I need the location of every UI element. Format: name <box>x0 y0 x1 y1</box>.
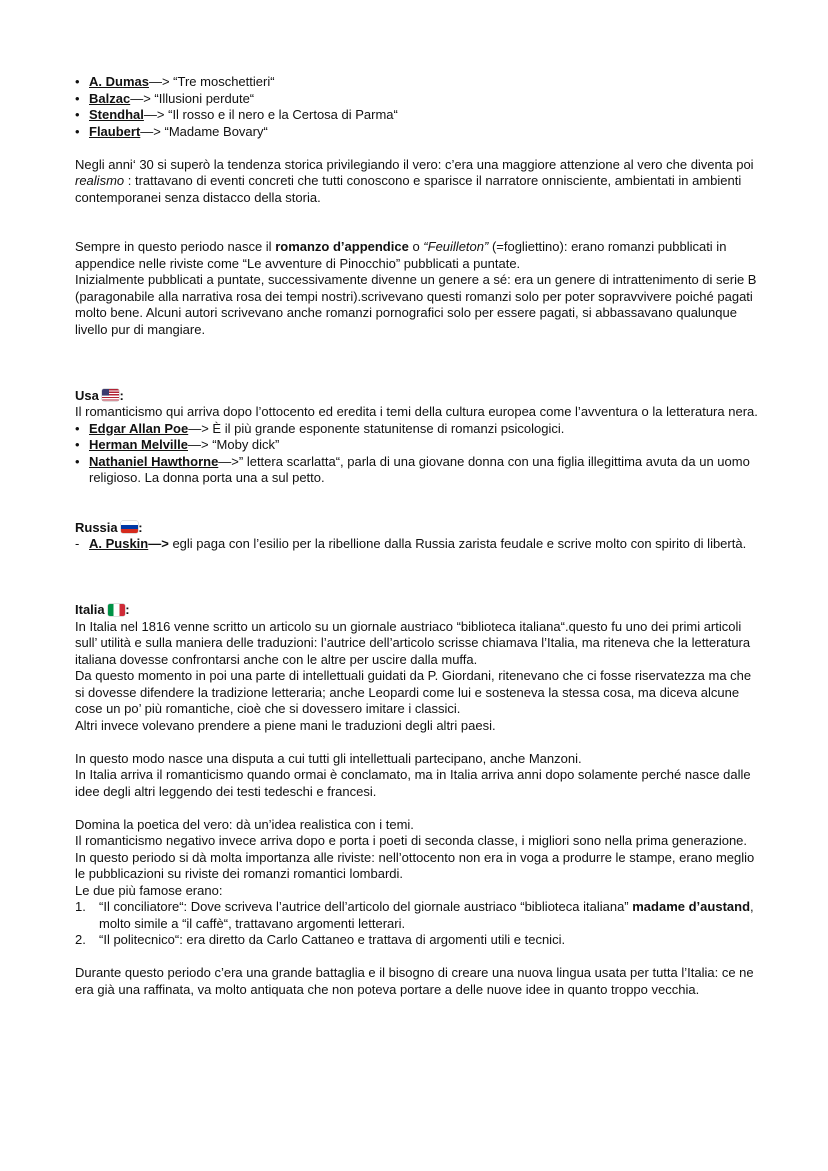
blank-line <box>75 338 758 355</box>
blank-line <box>75 800 758 817</box>
bullet-marker: • <box>75 90 80 106</box>
text-run: : <box>138 519 143 535</box>
text-run: Il romanticismo negativo invece arriva dopo e porta i poeti di seconda classe, i migliori sono nella prima generazione. In questo periodo si dà molta importanza alle riviste: nell’ottocento non era in voga a produrre le stampe, erano meglio le pubblicazioni su riviste dei romanzi romantici lombardi. <box>75 833 755 881</box>
text-run: Altri invece volevano prendere a piene mani le traduzioni degli altri paesi. <box>75 717 496 733</box>
section-heading-russia <box>75 520 758 537</box>
bullet-list <box>75 421 758 487</box>
paragraph <box>75 239 758 338</box>
text-run: “Feuilleton” <box>423 239 489 254</box>
text-run: “Il conciliatore“: Dove scriveva l’autrice dell’articolo del giornale austriaco “biblioteca italiana” <box>99 899 633 914</box>
us-flag-icon <box>102 389 119 401</box>
paragraph <box>75 817 758 900</box>
blank-line <box>75 586 758 603</box>
text-run: —> “Madame Bovary“ <box>140 123 268 139</box>
number-marker: 1. <box>75 899 86 914</box>
text-run: Russia <box>75 519 122 535</box>
text-run: , molto simile a “il caffè“, trattavano argomenti letterari. <box>99 899 754 931</box>
blank-line <box>75 503 758 520</box>
bullet-marker: • <box>75 107 80 122</box>
list-item <box>75 437 758 454</box>
blank-line <box>75 355 758 372</box>
list-item-text <box>89 421 564 436</box>
paragraph <box>75 157 758 207</box>
text-run: —> “Illusioni perdute“ <box>130 90 255 106</box>
text-run: egli paga con l’esilio per la ribellione dalla Russia zarista feudale e scrive molto con spirito di libertà. <box>168 536 747 551</box>
list-item-text <box>89 124 268 139</box>
text-run: A. Dumas <box>89 74 149 89</box>
document-content <box>75 74 758 998</box>
list-item <box>75 536 758 553</box>
bullet-marker: • <box>75 453 80 469</box>
paragraph <box>75 619 758 735</box>
text-run: In Italia nel 1816 venne scritto un articolo su un giornale austriaco “biblioteca italiana“.questo fu uno dei primi articoli sull’ utilità e sulla maniera delle traduzioni: l’autrice dell’articolo scrisse chiamava l’Italia, ma riteneva che la letteratura italiana dovesse confrontarsi anche con le altre per uscire dalla muffa. <box>75 618 751 667</box>
bullet-marker: • <box>75 123 80 139</box>
text-run: Stendhal <box>89 107 144 122</box>
text-run: Edgar Allan Poe <box>89 420 189 436</box>
paragraph <box>75 751 758 801</box>
list-item-text <box>89 107 398 122</box>
list-item-text <box>89 454 750 486</box>
bullet-marker: • <box>75 437 80 452</box>
text-run: —> “Moby dick” <box>188 437 280 452</box>
text-run: —> È il più grande esponente statunitense di romanzi psicologici. <box>188 420 565 436</box>
text-run: —> <box>148 536 169 551</box>
blank-line <box>75 553 758 570</box>
text-run: In Italia arriva il romanticismo quando ormai è conclamato, ma in Italia arriva anni dopo solamente perché nasce dalle idee degli altri leggendo dei testi tedeschi e francesi. <box>75 767 751 799</box>
text-run: Domina la poetica del vero: dà un’idea realistica con i temi. <box>75 816 414 832</box>
list-item <box>75 91 758 108</box>
text-run: madame d’austand <box>632 899 751 914</box>
blank-line <box>75 569 758 586</box>
text-run: Negli anni‘ 30 si superò la tendenza storica privilegiando il vero: c’era una maggiore attenzione al vero che diventa poi <box>75 156 754 172</box>
list-item-text <box>99 899 754 931</box>
text-run: Sempre in questo periodo nasce il <box>75 239 276 254</box>
number-marker: 2. <box>75 932 86 947</box>
numbered-list <box>75 899 758 949</box>
text-run: Durante questo periodo c’era una grande battaglia e il bisogno di creare una nuova lingua usata per tutta l’Italia: ce ne era già una raffinata, va molto antiquata che non poteva portare a delle nuove idee in quanto troppo vecchia. <box>75 965 754 997</box>
paragraph <box>75 965 758 998</box>
text-run: Le due più famose erano: <box>75 882 223 898</box>
bullet-list <box>75 74 758 140</box>
text-run: Italia <box>75 602 109 617</box>
list-item-text <box>89 536 746 551</box>
text-run: realismo <box>75 173 125 188</box>
text-run: : <box>119 387 124 403</box>
blank-line <box>75 949 758 966</box>
blank-line <box>75 734 758 751</box>
list-item-text <box>89 437 279 452</box>
text-run: Flaubert <box>89 123 141 139</box>
blank-line <box>75 223 758 240</box>
ru-flag-icon <box>121 521 138 533</box>
text-run: Il romanticismo qui arriva dopo l’ottocento ed eredita i temi della cultura europea come l’avventura o la letteratura nera. <box>75 404 758 419</box>
text-run: Da questo momento in poi una parte di intellettuali guidati da P. Giordani, ritenevano che ci fosse riservatezza ma che si dovesse difendere la tradizione letteraria; anche Leopardi come lui e sosteneva la stessa cosa, ma diceva alcune cose un po’ più romantiche, cioè che si dovessero imitare i classici. <box>75 668 752 716</box>
it-flag-icon <box>108 604 125 616</box>
text-run: —> “Tre moschettieri“ <box>148 74 275 89</box>
list-item <box>75 899 758 932</box>
bullet-marker: - <box>75 536 80 551</box>
list-item-text <box>89 74 275 89</box>
text-run: romanzo d’appendice <box>275 239 409 254</box>
list-item <box>75 124 758 141</box>
list-item <box>75 454 758 487</box>
text-run: —> “Il rosso e il nero e la Certosa di Parma“ <box>143 107 398 122</box>
text-run: A. Puskin <box>89 536 149 551</box>
blank-line <box>75 206 758 223</box>
list-item <box>75 74 758 91</box>
text-run: : trattavano di eventi concreti che tutti conoscono e sparisce il narratore onnisciente, ambientati in ambienti contemporanei senza distacco della storia. <box>75 173 742 205</box>
text-run: : <box>125 602 130 617</box>
blank-line <box>75 140 758 157</box>
section-heading-usa <box>75 388 758 405</box>
text-run: Balzac <box>89 90 131 106</box>
bullet-marker: • <box>75 74 80 89</box>
list-item <box>75 107 758 124</box>
text-run: o <box>408 239 424 254</box>
list-item-text <box>89 91 254 106</box>
blank-line <box>75 371 758 388</box>
text-run: Herman Melville <box>89 437 188 452</box>
section-heading-italia <box>75 602 758 619</box>
text-run: —>” lettera scarlatta“, parla di una giovane donna con una figlia illegittima avuta da un uomo religioso. La donna porta una a sul petto. <box>89 453 750 485</box>
text-run: Usa <box>75 387 103 403</box>
list-item <box>75 421 758 438</box>
text-run: (=fogliettino): erano romanzi pubblicati in appendice nelle riviste come “Le avventure di Pinocchio” pubblicati a puntate. <box>75 239 727 271</box>
bullet-marker: • <box>75 420 80 436</box>
bullet-list <box>75 536 758 553</box>
list-item-text <box>99 932 565 947</box>
text-run: In questo modo nasce una disputa a cui tutti gli intellettuali partecipano, anche Manzoni. <box>75 750 582 766</box>
text-run: Nathaniel Hawthorne <box>89 453 219 469</box>
text-run: Inizialmente pubblicati a puntate, successivamente divenne un genere a sé: era un genere di intrattenimento di serie B (paragonabile alla narrativa rosa dei tempi nostri).scrivevano questi romanzi solo per poter sopravvivere poiché pagati molto bene. Alcuni autori scrivevano anche romanzi pornografici solo per essere pagati, si abbassavano qualunque livello pur di mangiare. <box>75 272 757 337</box>
paragraph <box>75 404 758 421</box>
list-item <box>75 932 758 949</box>
blank-line <box>75 487 758 504</box>
text-run: “Il politecnico“: era diretto da Carlo Cattaneo e trattava di argomenti utili e tecnici. <box>99 932 566 947</box>
